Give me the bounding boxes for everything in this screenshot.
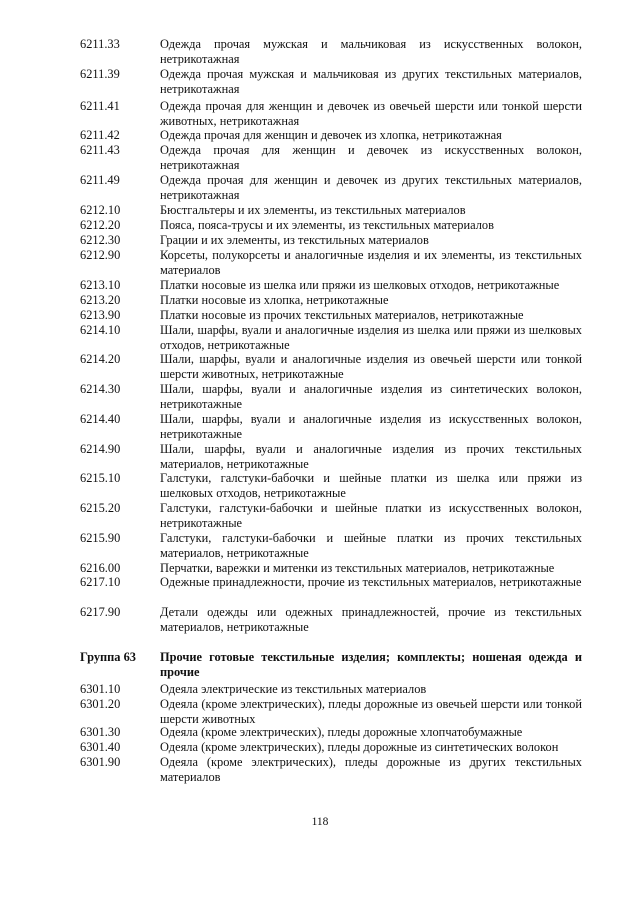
row-description: Платки носовые из хлопка, нетрикотажные <box>160 293 389 307</box>
row-code: 6301.20 <box>80 697 121 711</box>
row-code: 6215.20 <box>80 501 121 515</box>
row-code: 6301.90 <box>80 755 121 769</box>
row-description: Одеяла (кроме электрических), пледы дорожные хлопчатобумажные <box>160 725 523 739</box>
row-code: 6214.30 <box>80 382 121 396</box>
row-code: 6211.33 <box>80 37 120 51</box>
row-description: Шали, шарфы, вуали и аналогичные изделия из прочих текстильных материалов, нетрикотажные <box>160 442 582 471</box>
group-title: Прочие готовые текстильные изделия; комплекты; ношеная одежда и прочие <box>160 650 582 679</box>
row-code: 6214.10 <box>80 323 121 337</box>
row-code: 6216.00 <box>80 561 121 575</box>
row-description: Шали, шарфы, вуали и аналогичные изделия из искусственных волокон, нетрикотажные <box>160 412 582 441</box>
row-description: Шали, шарфы, вуали и аналогичные изделия из синтетических волокон, нетрикотажные <box>160 382 582 411</box>
row-code: 6213.90 <box>80 308 121 322</box>
row-description: Одеяла (кроме электрических), пледы дорожные из других текстильных материалов <box>160 755 582 784</box>
row-description: Одежда прочая для женщин и девочек из овечьей шерсти или тонкой шерсти животных, нетрикотажная <box>160 99 582 128</box>
row-code: 6211.42 <box>80 128 120 142</box>
row-code: 6301.10 <box>80 682 121 696</box>
row-description: Детали одежды или одежных принадлежностей, прочие из текстильных материалов, нетрикотажные <box>160 605 582 634</box>
row-code: 6213.20 <box>80 293 121 307</box>
row-code: 6212.10 <box>80 203 121 217</box>
row-description: Платки носовые из прочих текстильных материалов, нетрикотажные <box>160 308 524 322</box>
row-code: 6212.90 <box>80 248 121 262</box>
row-description: Одежда прочая для женщин и девочек из хлопка, нетрикотажная <box>160 128 502 142</box>
row-description: Пояса, пояса-трусы и их элементы, из текстильных материалов <box>160 218 494 232</box>
row-description: Галстуки, галстуки-бабочки и шейные платки из искусственных волокон, нетрикотажные <box>160 501 582 530</box>
row-description: Грации и их элементы, из текстильных материалов <box>160 233 429 247</box>
row-code: 6217.10 <box>80 575 121 589</box>
row-code: 6213.10 <box>80 278 121 292</box>
row-code: 6214.20 <box>80 352 121 366</box>
row-code: 6215.90 <box>80 531 121 545</box>
row-code: 6214.40 <box>80 412 121 426</box>
group-code: Группа 63 <box>80 650 136 664</box>
row-code: 6212.30 <box>80 233 121 247</box>
row-description: Одежда прочая мужская и мальчиковая из искусственных волокон, нетрикотажная <box>160 37 582 66</box>
row-code: 6301.40 <box>80 740 121 754</box>
row-description: Одеяла (кроме электрических), пледы дорожные из синтетических волокон <box>160 740 559 754</box>
page-number: 118 <box>311 816 329 828</box>
row-description: Одежда прочая мужская и мальчиковая из других текстильных материалов, нетрикотажная <box>160 67 582 96</box>
row-code: 6212.20 <box>80 218 121 232</box>
row-code: 6214.90 <box>80 442 121 456</box>
row-description: Одежда прочая для женщин и девочек из других текстильных материалов, нетрикотажная <box>160 173 582 202</box>
row-description: Перчатки, варежки и митенки из текстильных материалов, нетрикотажные <box>160 561 555 575</box>
row-description: Одежда прочая для женщин и девочек из искусственных волокон, нетрикотажная <box>160 143 582 172</box>
row-code: 6211.39 <box>80 67 120 81</box>
row-description: Одеяла электрические из текстильных материалов <box>160 682 427 696</box>
row-description: Одеяла (кроме электрических), пледы дорожные из овечьей шерсти или тонкой шерсти животных <box>160 697 582 726</box>
row-description: Одежные принадлежности, прочие из текстильных материалов, нетрикотажные <box>160 575 582 589</box>
row-code: 6211.43 <box>80 143 120 157</box>
row-code: 6301.30 <box>80 725 121 739</box>
row-description: Платки носовые из шелка или пряжи из шелковых отходов, нетрикотажные <box>160 278 560 292</box>
row-description: Галстуки, галстуки-бабочки и шейные платки из прочих текстильных материалов, нетрикотажные <box>160 531 582 560</box>
row-description: Шали, шарфы, вуали и аналогичные изделия из шелка или пряжи из шелковых отходов, нетрикотажные <box>160 323 582 352</box>
row-description: Корсеты, полукорсеты и аналогичные изделия и их элементы, из текстильных материалов <box>160 248 582 277</box>
row-description: Галстуки, галстуки-бабочки и шейные платки из шелка или пряжи из шелковых отходов, нетрикотажные <box>160 471 582 500</box>
row-description: Шали, шарфы, вуали и аналогичные изделия из овечьей шерсти или тонкой шерсти животных, нетрикотажные <box>160 352 582 381</box>
row-code: 6211.41 <box>80 99 120 113</box>
row-code: 6217.90 <box>80 605 121 619</box>
row-description: Бюстгальтеры и их элементы, из текстильных материалов <box>160 203 466 217</box>
row-code: 6215.10 <box>80 471 121 485</box>
row-code: 6211.49 <box>80 173 120 187</box>
